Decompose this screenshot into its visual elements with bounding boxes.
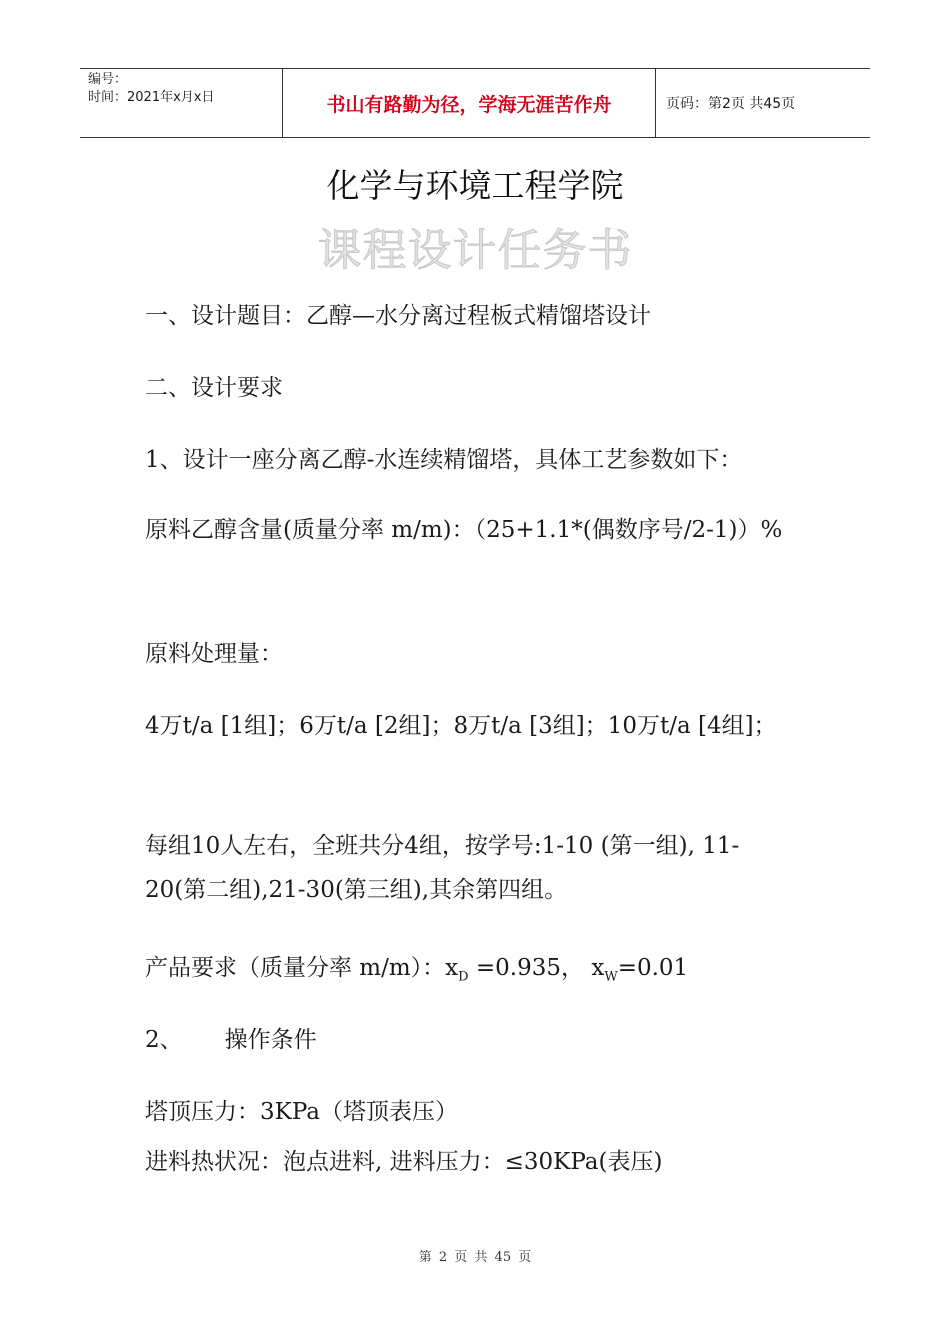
page-footer: 第 2 页 共 45 页 bbox=[418, 1250, 532, 1265]
top-pressure: 塔顶压力：3KPa（塔顶表压） bbox=[145, 1099, 458, 1125]
subscript-d: D bbox=[458, 969, 469, 985]
requirement-item-1: 1、设计一座分离乙醇-水连续精馏塔，具体工艺参数如下： bbox=[145, 447, 743, 473]
header-page-info: 页码：第2页 共45页 bbox=[666, 96, 796, 112]
group-capacities: 4万t/a [1组]；6万t/a [2组]；8万t/a [3组]；10万t/a [4组]； bbox=[145, 713, 777, 739]
feed-ethanol-content: 原料乙醇含量(质量分率 m/m)：（25+1.1*(偶数序号/2-1)）% bbox=[145, 517, 783, 543]
subscript-w: W bbox=[604, 969, 618, 985]
date-label: 时间：2021年x月x日 bbox=[88, 90, 215, 105]
motto-text: 书山有路勤为径，学海无涯苦作舟 bbox=[326, 93, 612, 116]
document-title: 课程设计任务书 bbox=[317, 225, 633, 276]
requirement-item-2 bbox=[145, 1018, 795, 1062]
feed-amount-label: 原料处理量： bbox=[145, 641, 283, 667]
number-label: 编号： bbox=[88, 72, 128, 87]
design-requirements-heading: 二、设计要求 bbox=[145, 375, 283, 401]
group-assignment: 每组10人左右，全班共分4组，按学号:1-10 (第一组), 11-20(第二组),21-30(第三组),其余第四组。 bbox=[145, 833, 740, 903]
feed-condition: 进料热状况：泡点进料, 进料压力：≤30KPa(表压) bbox=[145, 1149, 663, 1175]
header-meta bbox=[80, 69, 282, 137]
school-title: 化学与环境工程学院 bbox=[326, 166, 624, 205]
header-motto-cell bbox=[282, 69, 656, 137]
design-topic: 一、设计题目：乙醇—水分离过程板式精馏塔设计 bbox=[145, 303, 651, 329]
item-2-number: 2、 bbox=[145, 1027, 183, 1053]
page-header bbox=[80, 68, 870, 138]
product-requirements: 产品要求（质量分率 m/m）：$x_D =0.935$， $x_W=0.01$ bbox=[145, 955, 689, 985]
item-2-text: 操作条件 bbox=[224, 1027, 317, 1053]
